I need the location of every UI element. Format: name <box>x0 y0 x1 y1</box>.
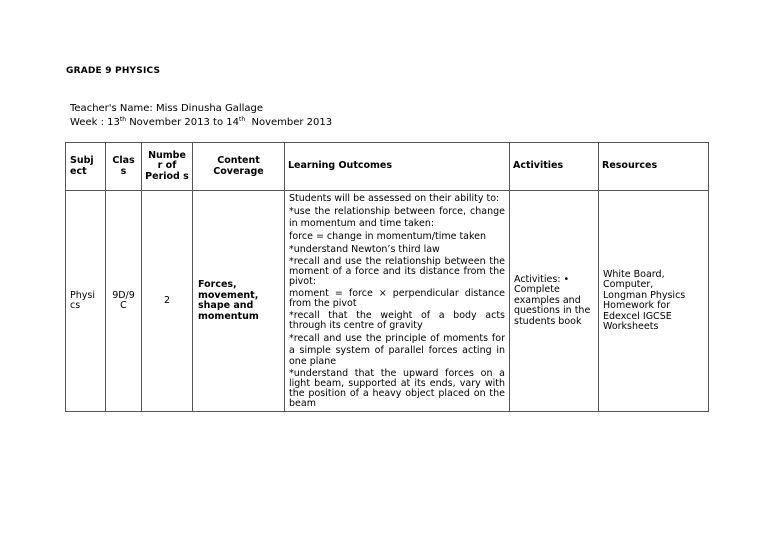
cell-activities: Activities: • Complete examples and questions in the students book <box>510 191 599 412</box>
header-class: Clas s <box>106 143 142 191</box>
cell-content-coverage: Forces, movement, shape and momentum <box>193 191 285 412</box>
week-line <box>70 117 332 128</box>
outcome-item: *recall and use the relationship between the moment of a force and its distance from the pivot: <box>289 256 505 288</box>
header-learning-outcomes: Learning Outcomes <box>285 143 510 191</box>
header-subject: Subj ect <box>66 143 106 191</box>
table-row <box>66 191 709 412</box>
outcome-item: *recall that the weight of a body acts through its centre of gravity <box>289 310 505 332</box>
teacher-name: Teacher's Name: Miss Dinusha Gallage <box>70 103 264 114</box>
outcome-item: force = change in momentum/time taken <box>289 230 487 242</box>
cell-subject: Physi cs <box>66 191 106 412</box>
outcome-item: *use the relationship between force, change in momentum and time taken: <box>289 206 505 229</box>
week-prefix: Week : 13 <box>70 117 120 128</box>
cell-class: 9D/9 C <box>106 191 142 412</box>
header-resources: Resources <box>599 143 709 191</box>
week-end-suffix: th <box>238 116 246 123</box>
week-middle: November 2013 to 14 <box>126 117 239 128</box>
cell-resources: White Board, Computer, Longman Physics Homework for Edexcel IGCSE Worksheets <box>599 191 709 412</box>
cell-learning-outcomes <box>285 191 510 412</box>
header-activities: Activities <box>510 143 599 191</box>
cell-periods: 2 <box>142 191 193 412</box>
document-title: GRADE 9 PHYSICS <box>66 66 161 76</box>
week-suffix: November 2013 <box>245 117 333 128</box>
header-content-coverage: Content Coverage <box>193 143 285 191</box>
outcome-item: *recall and use the principle of moments for a simple system of parallel forces acting in one plane <box>289 333 505 368</box>
outcome-item: Students will be assessed on their ability to: <box>289 193 500 204</box>
week-start-suffix: th <box>119 116 127 123</box>
header-periods: Numbe r of Period s <box>142 143 193 191</box>
table-header-row <box>66 143 709 191</box>
outcome-item: *understand Newton’s third law <box>289 244 440 256</box>
outcome-item: *understand that the upward forces on a light beam, supported at its ends, vary with the position of a heavy object placed on the beam <box>289 368 505 410</box>
lesson-plan-table <box>65 142 709 412</box>
outcome-item: moment = force × perpendicular distance from the pivot <box>289 288 505 310</box>
